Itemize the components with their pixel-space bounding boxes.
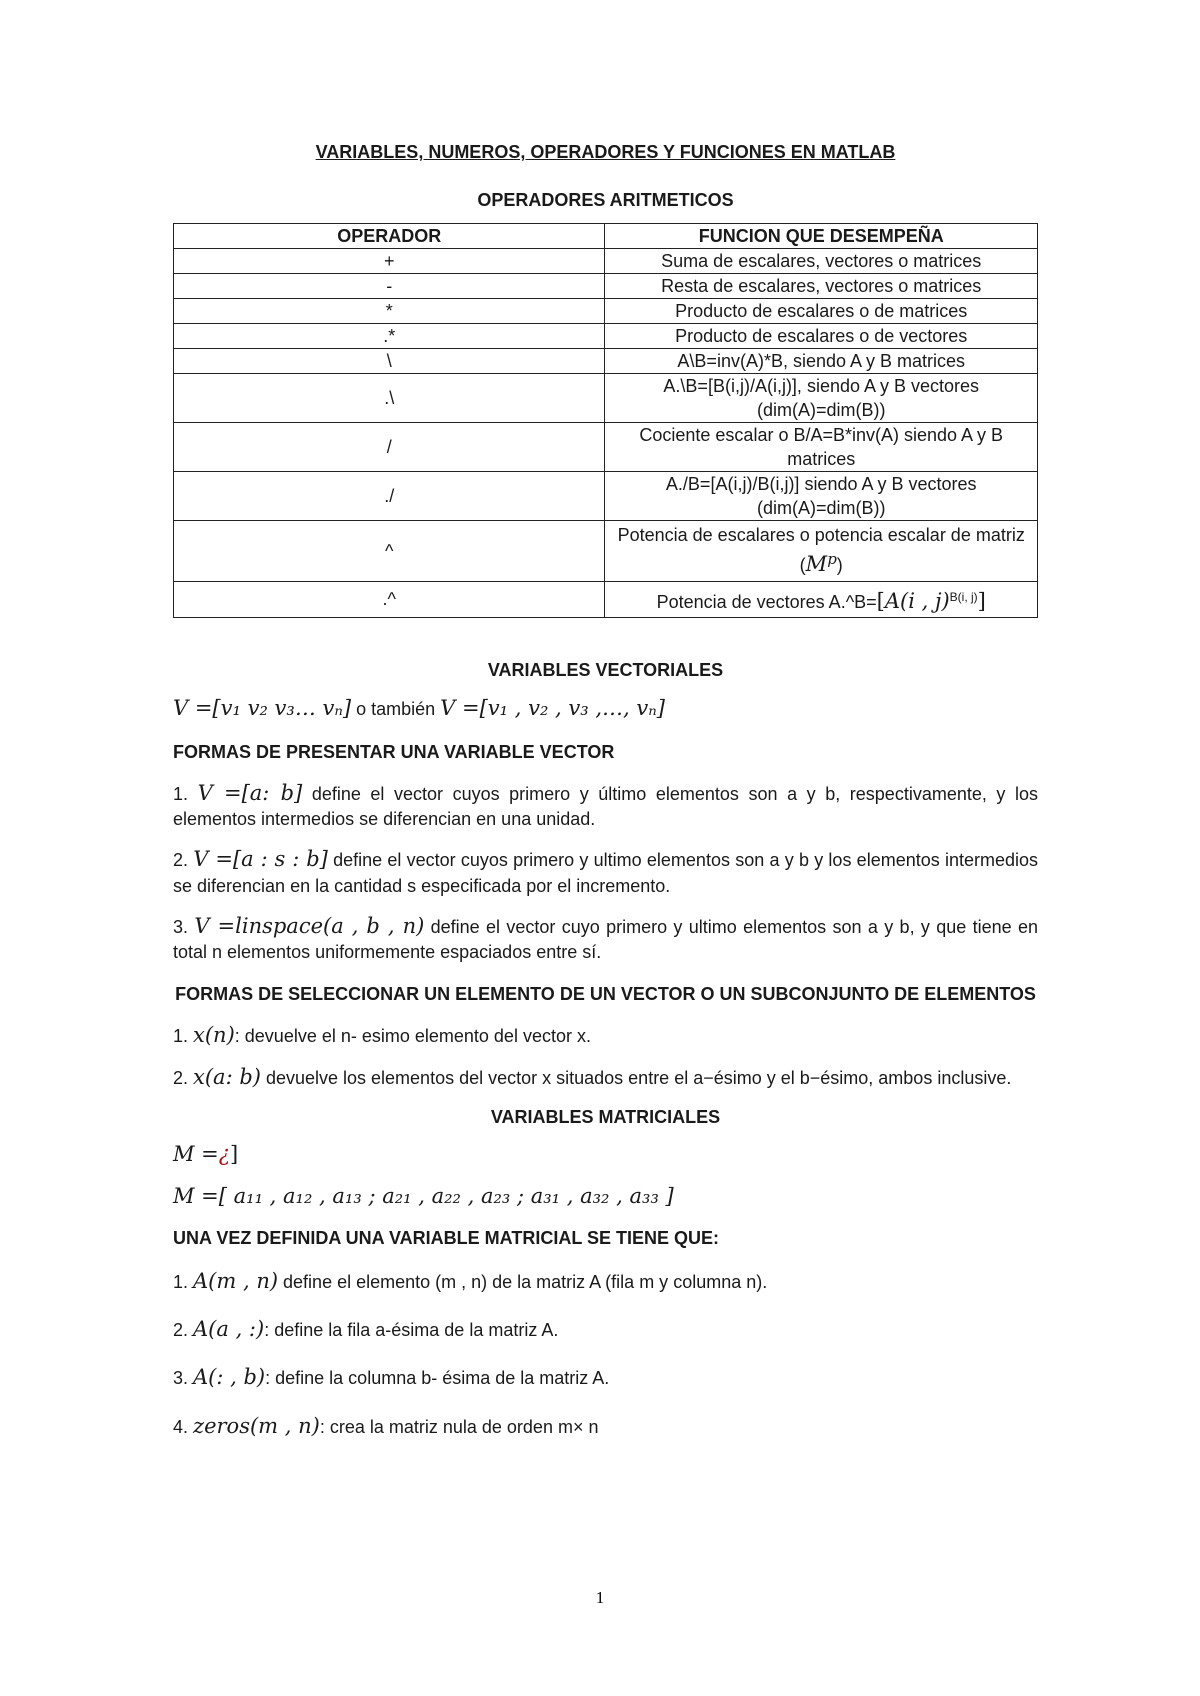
matrix-formula-end: ] xyxy=(230,1141,239,1166)
description-cell: A\B=inv(A)*B, siendo A y B matrices xyxy=(605,348,1038,373)
item-number: 3. xyxy=(173,916,195,937)
table-row xyxy=(174,581,1038,617)
list-item xyxy=(173,1363,1038,1391)
bracket-close: ] xyxy=(977,588,986,613)
math-expression: M xyxy=(805,551,828,576)
section-heading-vectors: VARIABLES VECTORIALES xyxy=(487,659,724,680)
table-header-row xyxy=(174,223,1038,248)
description-cell: Suma de escalares, vectores o matrices xyxy=(605,248,1038,273)
list-item xyxy=(173,845,1038,898)
operators-table xyxy=(173,223,1038,618)
item-number: 3. xyxy=(173,1368,194,1389)
item-text: define el vector cuyos primero y ultimo elementos son a y b y los elementos intermedios se diferencian en la cantidad s especificada por el incremento. xyxy=(173,850,1039,896)
operator-cell: * xyxy=(174,298,605,323)
description-text: Potencia de vectores A.^B= xyxy=(656,591,877,612)
operator-cell: ^ xyxy=(174,520,605,581)
section-heading-vector-forms: FORMAS DE PRESENTAR UNA VARIABLE VECTOR xyxy=(173,742,615,763)
item-number: 4. xyxy=(173,1416,194,1437)
item-text: define el vector cuyos primero y último elementos son a y b, respectivamente, y los elementos intermedios se diferencian en una unidad. xyxy=(173,783,1038,829)
description-cell xyxy=(605,581,1038,617)
description-cell: Producto de escalares o de vectores xyxy=(605,323,1038,348)
table-row xyxy=(174,273,1038,298)
table-header-function: FUNCION QUE DESEMPEÑA xyxy=(605,223,1038,248)
math-expression: A(a , :) xyxy=(193,1317,265,1342)
math-superscript: p xyxy=(827,549,837,568)
section-heading-arithmetic: OPERADORES ARITMETICOS xyxy=(477,190,734,211)
operator-cell: \ xyxy=(174,348,605,373)
matrix-formula-symbol: ¿ xyxy=(218,1141,231,1166)
operator-cell: - xyxy=(174,273,605,298)
item-text: : define la fila a-ésima de la matriz A. xyxy=(264,1320,559,1341)
item-text: define el elemento (m , n) de la matriz A (fila m y columna n). xyxy=(278,1271,768,1292)
table-row xyxy=(174,323,1038,348)
description-cell: Producto de escalares o de matrices xyxy=(605,298,1038,323)
table-row xyxy=(174,471,1038,520)
table-row xyxy=(174,520,1038,581)
description-text: Potencia de escalares o potencia escalar de matriz ( xyxy=(617,524,1025,575)
operator-cell: .^ xyxy=(174,581,605,617)
item-number: 1. xyxy=(173,1271,194,1292)
item-number: 2. xyxy=(173,1320,194,1341)
matrix-formula-1 xyxy=(173,1140,1038,1168)
list-item xyxy=(173,1412,1038,1440)
matrix-formula-expression: M =[ a₁₁ , a₁₂ , a₁₃ ; a₂₁ , a₂₂ , a₂₃ ; a₃₁ , a₃₂ , a₃₃ ] xyxy=(173,1184,674,1209)
item-number: 1. xyxy=(173,783,198,804)
item-text: devuelve los elementos del vector x situados entre el a−ésimo y el b−ésimo, ambos inclusive. xyxy=(260,1068,1012,1089)
math-expression: x(a: b) xyxy=(193,1065,261,1090)
section-heading-once-defined: UNA VEZ DEFINIDA UNA VARIABLE MATRICIAL SE TIENE QUE: xyxy=(173,1228,720,1249)
item-text: : crea la matriz nula de orden m× n xyxy=(319,1416,599,1437)
table-row xyxy=(174,373,1038,422)
section-heading-selection: FORMAS DE SELECCIONAR UN ELEMENTO DE UN VECTOR O UN SUBCONJUNTO DE ELEMENTOS xyxy=(175,984,1036,1005)
page-title: VARIABLES, NUMEROS, OPERADORES Y FUNCIONES EN MATLAB xyxy=(315,142,896,162)
item-number: 2. xyxy=(173,1068,194,1089)
math-expression: A(i , j) xyxy=(884,588,950,613)
matrix-formula-lhs: M = xyxy=(173,1141,219,1166)
operator-cell: .* xyxy=(174,323,605,348)
math-superscript: B(i, j) xyxy=(949,589,978,604)
vector-formula-mid: o también xyxy=(351,698,441,719)
item-text: define el vector cuyo primero y ultimo elementos son a y b, y que tiene en total n elementos uniformemente espaciados entre sí. xyxy=(173,916,1039,963)
table-row xyxy=(174,248,1038,273)
description-cell: A.\B=[B(i,j)/A(i,j)], siendo A y B vectores (dim(A)=dim(B)) xyxy=(605,373,1038,422)
page-number: 1 xyxy=(595,1588,605,1607)
math-expression: V =linspace(a , b , n) xyxy=(194,913,425,938)
list-item xyxy=(173,1063,1038,1091)
matrix-formula-2 xyxy=(173,1182,1038,1210)
description-cell: Cociente escalar o B/A=B*inv(A) siendo A y B matrices xyxy=(605,422,1038,471)
bracket-open: [ xyxy=(876,588,885,613)
vector-formula-rhs: V =[v₁ , v₂ , v₃ ,…, vₙ] xyxy=(440,695,665,720)
table-row xyxy=(174,298,1038,323)
math-expression: zeros(m , n) xyxy=(193,1413,320,1438)
item-number: 2. xyxy=(173,850,194,871)
list-item xyxy=(173,1267,1038,1295)
item-text: : define la columna b- ésima de la matriz A. xyxy=(265,1368,610,1389)
operator-cell: / xyxy=(174,422,605,471)
operator-cell: .\ xyxy=(174,373,605,422)
section-heading-matrices: VARIABLES MATRICIALES xyxy=(490,1107,721,1128)
vector-formula-lhs: V =[v₁ v₂ v₃… vₙ] xyxy=(173,695,352,720)
item-number: 1. xyxy=(173,1025,194,1046)
math-expression: A(: , b) xyxy=(193,1365,266,1390)
description-cell xyxy=(605,520,1038,581)
math-expression: V =[a : s : b] xyxy=(193,847,328,872)
vector-formula xyxy=(173,694,1038,722)
table-row xyxy=(174,422,1038,471)
operator-cell: + xyxy=(174,248,605,273)
description-cell: A./B=[A(i,j)/B(i,j)] siendo A y B vectores (dim(A)=dim(B)) xyxy=(605,471,1038,520)
table-row xyxy=(174,348,1038,373)
math-expression: V =[a: b] xyxy=(197,780,303,805)
list-item xyxy=(173,779,1038,832)
list-item xyxy=(173,1021,1038,1049)
table-header-operator: OPERADOR xyxy=(174,223,605,248)
item-text: : devuelve el n- esimo elemento del vector x. xyxy=(234,1025,591,1046)
description-text-end: ) xyxy=(836,554,843,575)
list-item xyxy=(173,912,1038,965)
list-item xyxy=(173,1315,1038,1343)
math-expression: A(m , n) xyxy=(193,1268,279,1293)
description-cell: Resta de escalares, vectores o matrices xyxy=(605,273,1038,298)
operator-cell: ./ xyxy=(174,471,605,520)
math-expression: x(n) xyxy=(193,1022,235,1047)
document-page xyxy=(173,140,1038,1454)
